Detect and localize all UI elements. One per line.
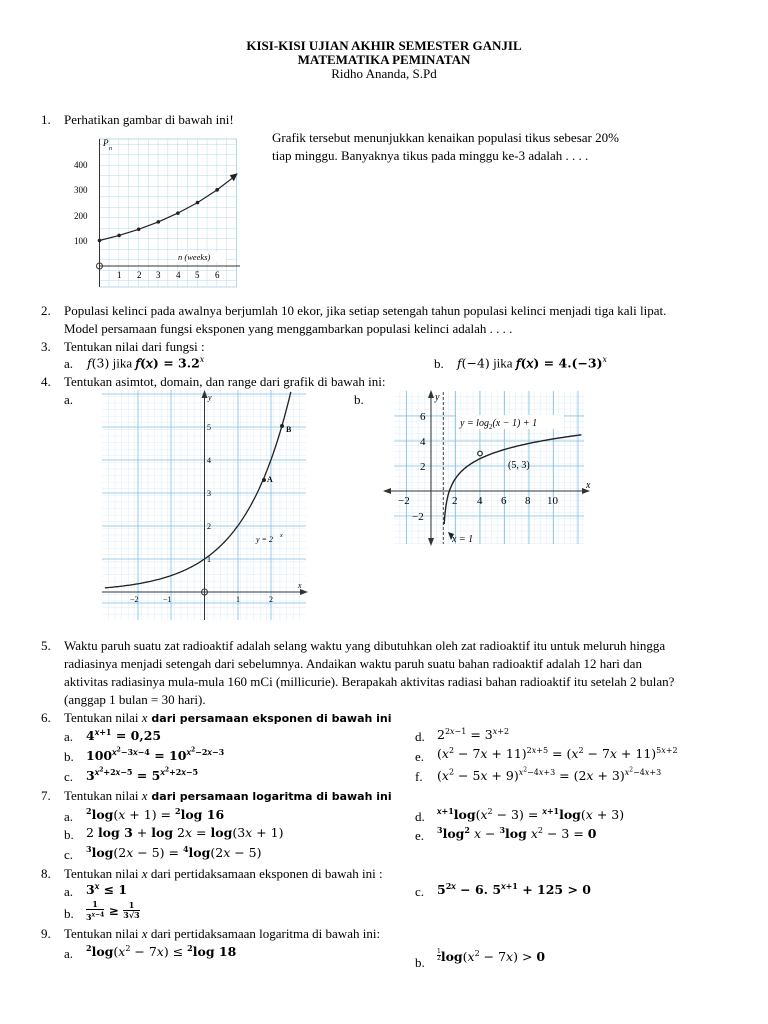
g2-xtick: 2 — [269, 595, 273, 604]
g3-point-label: (5, 3) — [508, 460, 530, 471]
q7-b-expr: 2 log 3 + log 2𝑥 = log(3𝑥 + 1) — [86, 825, 284, 840]
q5-line3: aktivitas radiasinya mula-mula 160 mCi (millicurie). Berapakah aktivitas radiasi bahan radioaktif itu setelah 2 bulan? — [64, 674, 675, 689]
q8-text: Tentukan nilai x dari pertidaksamaan eksponen di bawah ini : — [64, 866, 383, 881]
q6-f-label: f. — [415, 769, 423, 784]
g2-curve-label-exp: x — [280, 533, 283, 539]
g3-ytick: 2 — [420, 461, 426, 473]
g2-ytick: 5 — [207, 423, 211, 432]
q7-d-label: d. — [415, 809, 425, 824]
g2-ytick: 2 — [207, 522, 211, 531]
g2-ytick: 3 — [207, 489, 211, 498]
g3-xtick: 8 — [525, 495, 531, 507]
g1-ytick: 200 — [74, 211, 88, 221]
g2-ytick: 4 — [207, 456, 211, 465]
q9-b-expr: $\frac{1}{2}\log(𝑥^2$ − 7𝑥) > 0 — [437, 948, 546, 965]
q8-number: 8. — [41, 866, 51, 881]
q2-line2: Model persamaan fungsi eksponen yang menggambarkan populasi kelinci adalah . . . . — [64, 321, 513, 336]
g1-ytick: 300 — [74, 185, 88, 195]
q3-b-label: b. — [434, 356, 444, 371]
q9-number: 9. — [41, 926, 51, 941]
q6-a-label: a. — [64, 729, 74, 744]
g3-xtick: −2 — [398, 495, 410, 507]
q7-e-expr: $^3\log^2$ 𝑥 − $^3$log 𝑥$^2$ − 3 = 0 — [437, 825, 597, 842]
q3-number: 3. — [41, 339, 51, 354]
q7-e-label: e. — [415, 828, 425, 843]
exponential-graph — [100, 388, 310, 624]
logarithm-graph — [382, 388, 592, 548]
q5-number: 5. — [41, 638, 51, 653]
g1-data-point — [137, 227, 141, 231]
q5-line1: Waktu paruh suatu zat radioaktif adalah selang waktu yang dibutuhkan oleh zat radioaktif itu untuk meluruh hingga — [64, 638, 666, 653]
q8-c-expr: $5^{2𝑥} - 6$. $5^{𝑥+1} + 125 > 0$ — [437, 881, 591, 898]
doc-subject: MATEMATIKA PEMINATAN — [297, 52, 471, 67]
g2-xlabel: x — [298, 581, 302, 590]
q2-line1: Populasi kelinci pada awalnya berjumlah 10 ekor, jika setiap setengah tahun populasi kelinci menjadi tiga kali lipat. — [64, 303, 667, 318]
g1-data-point — [176, 211, 180, 215]
q6-f-expr: (𝑥$^2$ − 5𝑥 + 9)$^{𝑥^2-4𝑥+3}$ = (2𝑥 + 3)$^{𝑥^2-4𝑥+3}$ — [437, 766, 662, 783]
g1-xtick: 2 — [137, 270, 142, 280]
q5-line4: (anggap 1 bulan = 30 hari). — [64, 692, 206, 707]
q8-a-label: a. — [64, 884, 74, 899]
g1-data-point — [196, 201, 200, 205]
q1-desc-line2: tiap minggu. Banyaknya tikus pada minggu ke-3 adalah . . . . — [272, 148, 589, 163]
q3-a-expr: 𝑓(3) jika 𝑓(𝑥) = $3.2^𝑥$ — [87, 355, 205, 371]
q9-b-label: b. — [415, 955, 425, 970]
g3-xtick: 10 — [547, 495, 558, 507]
g1-ytick: 400 — [74, 160, 88, 170]
g1-data-point — [215, 188, 219, 192]
doc-author: Ridho Ananda, S.Pd — [331, 66, 437, 81]
q6-text: Tentukan nilai x dari persamaan eksponen di bawah ini — [64, 710, 392, 725]
q9-text: Tentukan nilai x dari pertidaksamaan logaritma di bawah ini: — [64, 926, 381, 941]
q2-number: 2. — [41, 303, 51, 318]
q3-b-expr: 𝑓(−4) jika 𝑓(𝑥) = $4.(-3)^𝑥$ — [457, 355, 608, 371]
g2-point-a: A — [267, 475, 273, 484]
g1-xtick: 3 — [156, 270, 161, 280]
q7-c-expr: $^3$log(2𝑥 − 5) = $^4$log(2𝑥 − 5) — [86, 844, 262, 861]
q1-number: 1. — [41, 112, 51, 127]
g3-curve-label: $y = \log_2(x - 1) + 1$ — [460, 418, 538, 431]
q3-text: Tentukan nilai dari fungsi : — [64, 339, 205, 354]
q6-e-label: e. — [415, 749, 425, 764]
g2-xtick: −1 — [163, 595, 172, 604]
q6-d-label: d. — [415, 729, 425, 744]
q1-text: Perhatikan gambar di bawah ini! — [64, 112, 234, 127]
q7-number: 7. — [41, 788, 51, 803]
g3-xtick: 6 — [501, 495, 507, 507]
q9-a-label: a. — [64, 946, 74, 961]
g3-ytick: −2 — [412, 511, 424, 523]
g1-data-point — [117, 234, 121, 238]
q7-c-label: c. — [64, 847, 74, 862]
doc-title: KISI-KISI UJIAN AKHIR SEMESTER GANJIL — [246, 38, 522, 53]
g2-ytick: 1 — [207, 555, 211, 564]
q4-number: 4. — [41, 374, 51, 389]
q6-c-expr: $3^{𝑥^2+2𝑥-5} = 5^{𝑥^2+2𝑥-5}$ — [86, 766, 199, 783]
g1-xtick: 4 — [176, 270, 181, 280]
g3-ytick: 6 — [420, 411, 426, 423]
q8-c-label: c. — [415, 884, 425, 899]
q7-d-expr: $^{𝑥+1}$log(𝑥$^2$ − 3) = $^{𝑥+1}$log(𝑥 + 3) — [437, 806, 625, 823]
q6-b-label: b. — [64, 749, 74, 764]
q8-b-label: b. — [64, 906, 74, 921]
g3-xtick: 2 — [452, 495, 458, 507]
q7-text: Tentukan nilai x dari persamaan logaritma di bawah ini — [64, 788, 392, 803]
g2-curve-label: y = 2 — [256, 535, 273, 544]
q7-a-label: a. — [64, 809, 74, 824]
q6-c-label: c. — [64, 769, 74, 784]
q8-a-expr: $3^𝑥 \le 1$ — [86, 881, 128, 898]
g1-ytick: 100 — [74, 236, 88, 246]
q7-a-expr: $^2$log(𝑥 + 1) = $^2$log 16 — [86, 806, 225, 823]
q6-a-expr: $4^{𝑥+1} = 0,25$ — [86, 727, 162, 744]
q4-text: Tentukan asimtot, domain, dan range dari grafik di bawah ini: — [64, 374, 386, 389]
g1-xlabel: n (weeks) — [178, 252, 211, 262]
q1-desc-line1: Grafik tersebut menunjukkan kenaikan populasi tikus sebesar 20% — [272, 130, 619, 145]
q6-e-expr: (𝑥$^2$ − 7𝑥 + 11)$^{2𝑥+5}$ = (𝑥$^2$ − 7𝑥 + 11)$^{5𝑥+2}$ — [437, 746, 678, 762]
q7-b-label: b. — [64, 827, 74, 842]
q6-b-expr: $100^{𝑥^2-3𝑥-4} = 10^{𝑥^2-2𝑥-3}$ — [86, 746, 225, 763]
g2-ylabel: y — [208, 393, 212, 402]
g1-xtick: 1 — [117, 270, 122, 280]
g2-xtick: −2 — [130, 595, 139, 604]
q8-b-expr: 1 $3^{𝑥-4}$ ≥ $\frac{1}{3√3}$ — [86, 899, 140, 922]
g3-ytick: 4 — [420, 436, 426, 448]
g2-point-b: B — [286, 425, 292, 434]
g3-xlabel: x — [586, 480, 591, 491]
q6-d-expr: $2^{2𝑥-1} = 3^{𝑥+2}$ — [437, 727, 510, 743]
g1-data-point — [98, 239, 102, 243]
g1-xtick: 6 — [215, 270, 220, 280]
g2-xtick: 1 — [236, 595, 240, 604]
q5-line2: radiasinya menjadi setengah dari sebelumnya. Andaikan waktu paruh suatu bahan radioaktif adalah 12 hari dan — [64, 656, 642, 671]
g1-ylabel: P — [103, 138, 109, 148]
q4-a-label: a. — [64, 392, 74, 407]
g1-ylabel-sub: n — [109, 146, 112, 152]
g3-xtick: 4 — [477, 495, 483, 507]
q9-a-expr: $^2$log(𝑥$^2$ − 7𝑥) ≤ $^2$log 18 — [86, 943, 237, 960]
q3-a-label: a. — [64, 356, 74, 371]
q4-b-label: b. — [354, 392, 364, 407]
g3-ylabel: y — [435, 392, 440, 403]
population-growth-graph — [70, 133, 250, 291]
g3-asymptote-label: x = 1 — [452, 534, 474, 545]
g1-data-point — [157, 220, 161, 224]
g1-xtick: 5 — [195, 270, 200, 280]
q6-number: 6. — [41, 710, 51, 725]
